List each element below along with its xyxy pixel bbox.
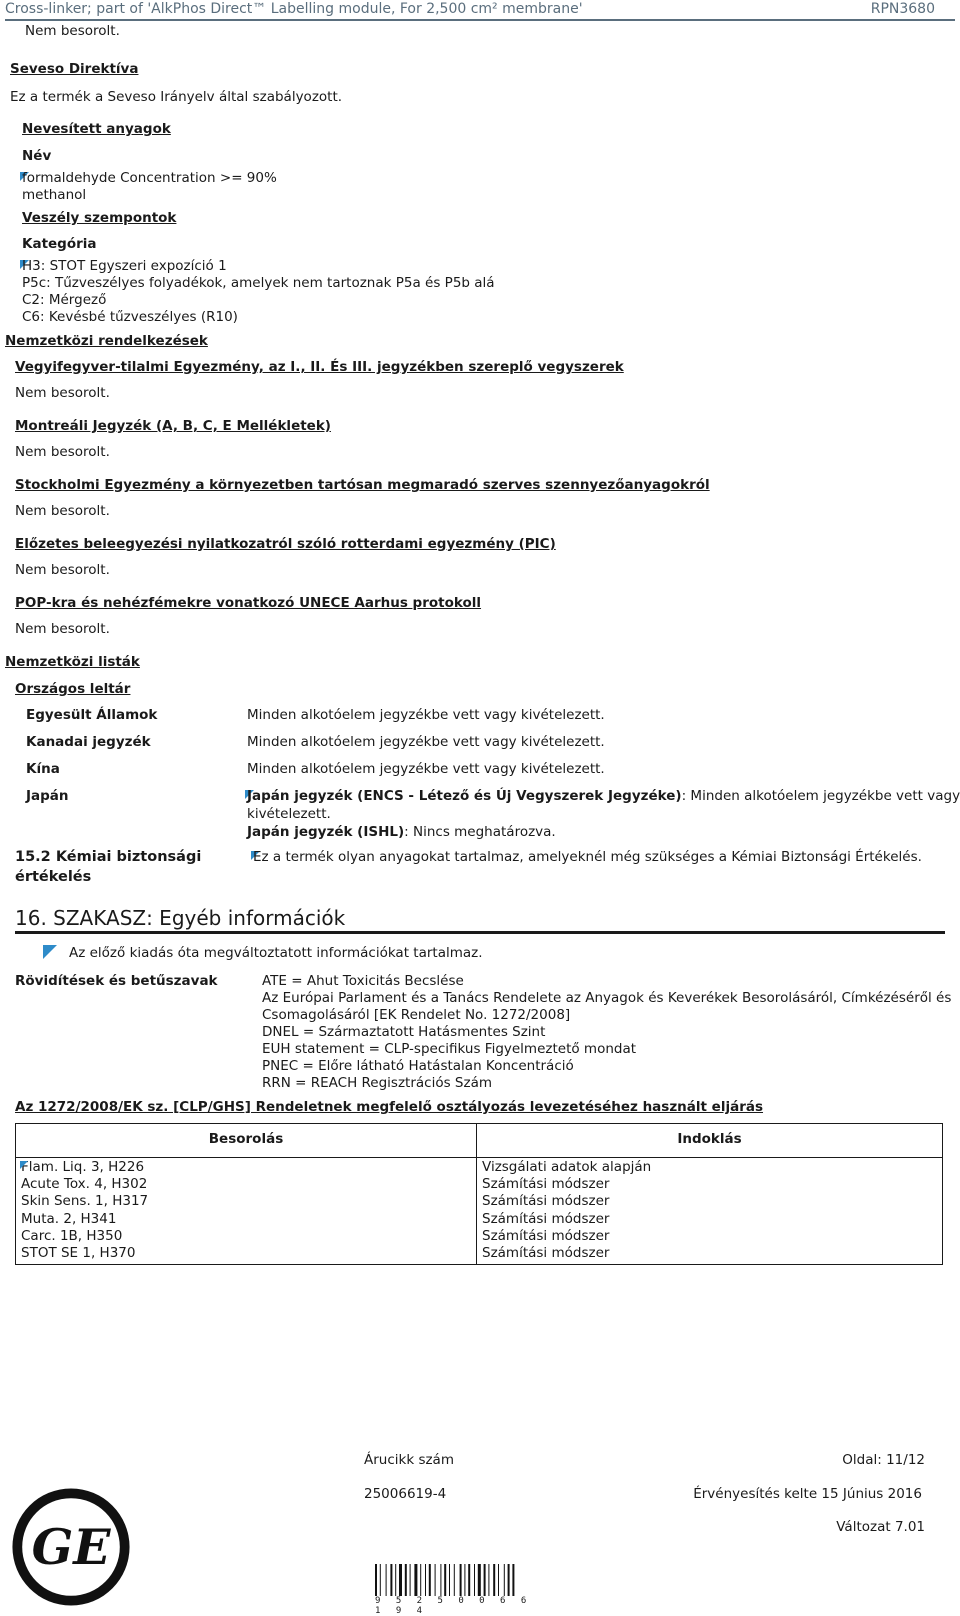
classification-item: STOT SE 1, H370 <box>21 1245 136 1262</box>
csa-label: 15.2 Kémiai biztonsági <box>15 849 202 865</box>
category-2: P5c: Tűzveszélyes folyadékok, amelyek nem tartoznak P5a és P5b alá <box>22 275 495 291</box>
inventory-label: Egyesült Államok <box>26 707 158 723</box>
barcode-bar <box>464 1564 465 1596</box>
barcode-bar <box>468 1564 470 1596</box>
justification-item: Számítási módszer <box>482 1245 610 1262</box>
intl-item-title: Stockholmi Egyezmény a környezetben tartósan megmaradó szerves szennyezőanyagokról <box>15 477 710 493</box>
justification-cell <box>482 1159 651 1262</box>
barcode-bar <box>386 1564 387 1596</box>
inventory-label-japan: Japán <box>26 788 69 804</box>
ge-logo-icon <box>10 1486 132 1608</box>
abbr-line: ATE = Ahut Toxicitás Becslése <box>262 973 464 989</box>
barcode-bar <box>508 1564 510 1596</box>
product-code: RPN3680 <box>870 1 935 17</box>
intl-item-title: Előzetes beleegyezési nyilatkozatról szóló rotterdami egyezmény (PIC) <box>15 536 556 552</box>
intl-item-value: Nem besorolt. <box>15 621 110 637</box>
classification-item: Muta. 2, H341 <box>21 1210 117 1227</box>
justification-item: Számítási módszer <box>482 1193 610 1210</box>
japan-encs-value: : Minden alkotóelem jegyzékbe vett vagy <box>681 788 960 804</box>
barcode-bar <box>420 1564 421 1596</box>
barcode-bar <box>435 1564 436 1596</box>
name-label: Név <box>22 148 52 164</box>
inventory-value: Minden alkotóelem jegyzékbe vett vagy kivételezett. <box>247 707 605 723</box>
barcode-bar <box>460 1564 462 1596</box>
barcode-bar <box>375 1564 377 1596</box>
japan-ishl-label: Japán jegyzék (ISHL) <box>247 824 405 840</box>
abbr-line: DNEL = Származtatott Hatásmentes Szint <box>262 1024 546 1040</box>
csa-value: Ez a termék olyan anyagokat tartalmaz, amelyeknél még szükséges a Kémiai Biztonsági Értékelés. <box>253 849 922 865</box>
version: Változat 7.01 <box>836 1519 925 1535</box>
barcode-bar <box>498 1564 499 1596</box>
intl-regulations-heading: Nemzetközi rendelkezések <box>5 333 208 349</box>
continued-status: Nem besorolt. <box>25 23 120 39</box>
abbr-line: RRN = REACH Regisztrációs Szám <box>262 1075 493 1091</box>
table-header-classification: Besorolás <box>16 1124 477 1158</box>
barcode-bar <box>444 1564 446 1596</box>
barcode-bar <box>504 1564 505 1596</box>
validity-date: Érvényesítés kelte 15 Június 2016 <box>693 1486 922 1502</box>
barcode-bar <box>478 1564 481 1596</box>
change-marker-icon <box>20 1161 28 1169</box>
article-label: Árucikk szám <box>364 1452 454 1468</box>
classification-item: Acute Tox. 4, H302 <box>21 1176 148 1193</box>
change-marker-icon <box>43 945 57 959</box>
section16-rule <box>15 931 945 934</box>
intl-item-value: Nem besorolt. <box>15 562 110 578</box>
intl-item-value: Nem besorolt. <box>15 444 110 460</box>
barcode-bar <box>405 1564 407 1596</box>
inventory-label: Kanadai jegyzék <box>26 734 151 750</box>
japan-ishl-line <box>247 824 556 840</box>
inventory-value: Minden alkotóelem jegyzékbe vett vagy kivételezett. <box>247 734 605 750</box>
article-number: 25006619-4 <box>364 1486 447 1502</box>
table-header-justification: Indoklás <box>477 1124 942 1158</box>
justification-item: Vizsgálati adatok alapján <box>482 1159 652 1175</box>
barcode-bar <box>449 1564 450 1596</box>
barcode-bar <box>425 1564 426 1596</box>
intl-lists-heading: Nemzetközi listák <box>5 654 140 670</box>
header-divider <box>5 19 955 21</box>
barcode-digits: 9 5 2 5 0 0 6 6 1 9 4 <box>375 1596 532 1616</box>
abbr-line: Csomagolásáról [EK Rendelet No. 1272/2008] <box>262 1007 571 1023</box>
named-substance-2: methanol <box>22 187 87 203</box>
japan-encs-line <box>247 788 960 804</box>
japan-ishl-value: : Nincs meghatározva. <box>404 824 556 840</box>
logo-text: GE <box>31 1518 111 1577</box>
barcode-bar <box>395 1564 396 1596</box>
justification-item: Számítási módszer <box>482 1227 610 1244</box>
justification-item: Számítási módszer <box>482 1176 610 1193</box>
inventory-label: Kína <box>26 761 60 777</box>
barcode-bar <box>474 1564 475 1596</box>
intl-item-title: POP-kra és nehézfémekre vonatkozó UNECE Aarhus protokoll <box>15 595 482 611</box>
inventory-value: Minden alkotóelem jegyzékbe vett vagy kivételezett. <box>247 761 605 777</box>
hazard-heading: Veszély szempontok <box>22 210 177 226</box>
barcode-bar <box>414 1564 417 1596</box>
barcode-bar <box>380 1564 381 1596</box>
barcode-bar <box>493 1564 495 1596</box>
barcode-bar <box>429 1564 431 1596</box>
barcode-bar <box>484 1564 486 1596</box>
abbr-line: Az Európai Parlament és a Tanács Rendelete az Anyagok és Keverékek Besorolásáról, Címkézéséről és <box>262 990 952 1006</box>
inventory-heading: Országos leltár <box>15 681 131 697</box>
seveso-text: Ez a termék a Seveso Irányelv által szabályozott. <box>10 89 343 105</box>
intl-item-title: Vegyifegyver-tilalmi Egyezmény, az I., II. És III. jegyzékben szereplő vegyszerek <box>15 359 624 375</box>
barcode-bar <box>399 1564 402 1596</box>
category-1: H3: STOT Egyszeri expozíció 1 <box>22 258 227 274</box>
category-4: C6: Kevésbé tűzveszélyes (R10) <box>22 309 238 325</box>
named-substance-1: formaldehyde Concentration >= 90% <box>22 170 277 186</box>
classification-item: Skin Sens. 1, H317 <box>21 1193 149 1210</box>
barcode-bar <box>488 1564 489 1596</box>
intl-item-value: Nem besorolt. <box>15 503 110 519</box>
procedure-heading: Az 1272/2008/EK sz. [CLP/GHS] Rendeletnek megfelelő osztályozás levezetéséhez használt eljárás <box>15 1099 764 1115</box>
abbr-line: PNEC = Előre látható Hatástalan Koncentráció <box>262 1058 574 1074</box>
barcode-bar <box>454 1564 455 1596</box>
section16-title: 16. SZAKASZ: Egyéb információk <box>15 906 346 930</box>
page-number: Oldal: 11/12 <box>842 1452 925 1468</box>
intl-item-value: Nem besorolt. <box>15 385 110 401</box>
barcode-bar <box>440 1564 441 1596</box>
classification-cell <box>21 1159 148 1262</box>
intl-item-title: Montreáli Jegyzék (A, B, C, E Mellékletek) <box>15 418 331 434</box>
abbr-label: Rövidítések és betűszavak <box>15 973 218 989</box>
category-label: Kategória <box>22 236 97 252</box>
table-column-divider <box>476 1157 477 1264</box>
barcode-bar <box>410 1564 411 1596</box>
barcode-icon <box>375 1564 535 1596</box>
classification-item: Flam. Liq. 3, H226 <box>21 1159 145 1175</box>
seveso-heading: Seveso Direktíva <box>10 61 139 77</box>
changed-info-note: Az előző kiadás óta megváltoztatott információkat tartalmaz. <box>69 945 483 961</box>
japan-encs-value-cont: kivételezett. <box>247 806 331 822</box>
csa-label-cont: értékelés <box>15 869 92 885</box>
classification-item: Carc. 1B, H350 <box>21 1227 123 1244</box>
japan-encs-label: Japán jegyzék (ENCS - Létező és Új Vegyszerek Jegyzéke) <box>247 788 682 804</box>
document-title: Cross-linker; part of 'AlkPhos Direct™ Labelling module, For 2,500 cm² membrane' <box>5 1 583 17</box>
named-substances-heading: Nevesített anyagok <box>22 121 171 137</box>
category-3: C2: Mérgező <box>22 292 107 308</box>
classification-table <box>15 1123 943 1265</box>
justification-item: Számítási módszer <box>482 1210 610 1227</box>
barcode-bar <box>390 1564 392 1596</box>
abbr-line: EUH statement = CLP-specifikus Figyelmeztető mondat <box>262 1041 637 1057</box>
barcode-bar <box>512 1564 514 1596</box>
